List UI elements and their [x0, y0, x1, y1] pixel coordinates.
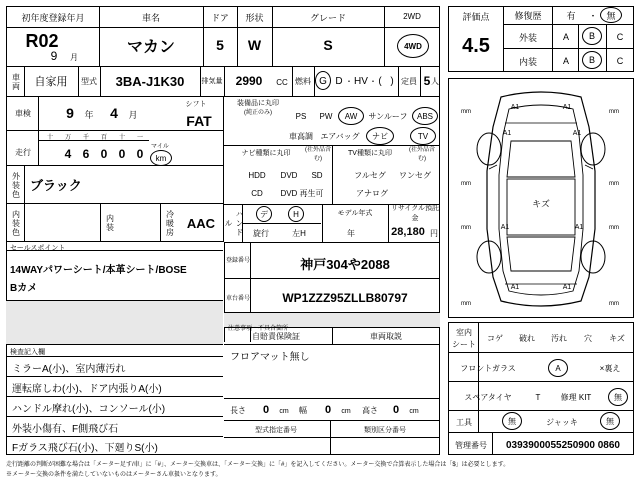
name-value: マカン	[126, 38, 175, 56]
col-grade-label: グレード	[309, 12, 346, 23]
tv-analog: アナログ	[356, 188, 388, 198]
spare-tire-label: スペアタイヤ	[464, 392, 512, 402]
fuel-option-hv: HV	[354, 75, 368, 87]
repair-dot: ・	[588, 10, 598, 21]
displacement-unit: CC	[276, 77, 288, 87]
class-category-label: 類別区分番号	[364, 427, 406, 434]
inspect-month-unit: 月	[128, 109, 138, 120]
drive-4wd-badge: 4WD	[397, 34, 429, 58]
length-label: 長さ	[230, 405, 246, 415]
selling-title: セールスポイント	[10, 245, 66, 252]
checklist-item-1: 運転席しわ(小)、ドア内張りA(小)	[12, 383, 162, 395]
capacity-unit: 人	[431, 76, 439, 86]
repair-no: 無	[600, 7, 622, 23]
checklist-item-0: ミラーA(小)、室内薄汚れ	[12, 363, 126, 375]
recycle-value: 28,180	[391, 226, 425, 238]
col-koge: コゲ	[487, 333, 503, 343]
checklist-item-2: ハンドル摩れ(小)、コンソール(小)	[12, 403, 166, 415]
svg-text:mm: mm	[609, 181, 619, 187]
svg-text:mm: mm	[609, 225, 619, 231]
insurance-label: 自賠責保険証	[252, 331, 300, 341]
front-glass-label: フロントガラス	[460, 363, 516, 373]
svg-text:A1: A1	[562, 284, 572, 291]
exterior-label: 外装	[518, 32, 537, 43]
fuel-label: 燃料	[295, 76, 311, 86]
color-value: ブラック	[30, 177, 82, 193]
displacement-value: 2990	[235, 74, 263, 88]
width-label: 幅	[299, 405, 307, 415]
model-label: 型式	[81, 76, 97, 86]
inspect-label: 車検	[15, 108, 31, 118]
equip-shaken: 車高調	[289, 131, 313, 141]
fuel-option-open: (	[378, 75, 382, 87]
svg-text:A1: A1	[500, 224, 510, 231]
reg-label: 登録番号	[226, 258, 251, 264]
length-value: 0	[262, 404, 270, 416]
car-label: 車両	[11, 72, 21, 91]
handle-marker-2: H	[288, 206, 304, 222]
interior-label: 内装	[518, 56, 537, 67]
tv-fullseg: フルセグ	[354, 170, 386, 180]
equip-aw: AW	[338, 107, 364, 125]
capacity-label: 定員	[401, 76, 417, 86]
col-yabure: 破れ	[519, 333, 535, 343]
recycle-unit: 円	[430, 228, 438, 238]
recycle-label: リサイクル預託金	[390, 205, 440, 222]
vehicle-doc-label: 車両取説	[370, 331, 402, 341]
col-door-label: ドア	[211, 12, 229, 23]
repair-yes: 有	[566, 10, 576, 21]
mileage-note: マイル	[151, 143, 169, 150]
col-year-label: 初年度登録年月	[21, 12, 85, 23]
mileage-label: 走行	[15, 147, 31, 157]
svg-text:mm: mm	[461, 301, 471, 307]
width-unit: cm	[341, 407, 351, 415]
handle-marker-1: デ	[256, 206, 272, 222]
owner-label: 自家用	[34, 76, 68, 88]
year-month-unit: 月	[70, 52, 78, 62]
shape-value: W	[247, 37, 262, 53]
spare-t: T	[535, 392, 541, 402]
selling-line2: Bカメ	[10, 282, 38, 294]
equip-pw: PW	[319, 111, 333, 121]
mileage-digit-0: 4	[64, 147, 72, 161]
jack-label: ジャッキ	[546, 417, 578, 427]
nav-dvd-play: DVD 再生可	[280, 188, 324, 198]
shift-label: シフト	[185, 101, 207, 108]
checklist-item-3: 外装小傷有、F側飛び石	[12, 423, 119, 435]
svg-text:mm: mm	[461, 181, 471, 187]
mileage-unit-3: 百	[100, 134, 107, 141]
type-designation-label: 型式指定番号	[255, 427, 297, 434]
fuel-option-g: G	[319, 75, 327, 87]
checklist-item-4: Fガラス飛び石(小)、下廻りS(小)	[12, 442, 158, 454]
equip-ps: PS	[295, 111, 307, 121]
damage-diagram-panel	[448, 78, 634, 318]
mileage-km-badge: km	[150, 150, 172, 166]
svg-text:キズ: キズ	[532, 199, 550, 209]
spare-none: 無	[608, 388, 628, 406]
door-value: 5	[216, 37, 224, 53]
note-title: 注意事項・不具合箇所	[228, 325, 289, 332]
interior-grade-c: C	[616, 56, 624, 66]
year-month: 9	[50, 49, 58, 63]
exterior-grade-a: A	[562, 32, 569, 42]
interior-seat-label: シート	[452, 339, 476, 349]
score-value: 4.5	[462, 34, 490, 57]
nav-type-note: (社外品含む)	[305, 147, 331, 162]
mileage-digit-1: 6	[82, 147, 90, 161]
col-name-label: 車名	[141, 12, 160, 23]
selling-line1: 14WAYパワーシート/本革シート/BOSE	[10, 264, 187, 276]
nav-type-title: ナビ種類に丸印	[241, 150, 291, 157]
inspect-year-unit: 年	[84, 109, 94, 120]
spare-kit: 修理 KIT	[560, 392, 592, 402]
equip-abs: ABS	[412, 107, 438, 125]
front-glass-b: ×裏え	[599, 363, 621, 373]
svg-text:A1: A1	[562, 104, 572, 111]
score-label: 評価点	[462, 11, 490, 22]
footer-line-1: 走行距離の判断が困難な場合は「メーター足す/車」に「#」、メーター交換車は、「メーター交換」に「#」を記入してください。メーター交換で合算表示した場合は「$」は必要とします。	[6, 461, 510, 468]
inspect-year: 9	[66, 105, 74, 121]
col-shape-label: 形状	[245, 12, 264, 23]
svg-text:mm: mm	[609, 301, 619, 307]
svg-text:A1: A1	[574, 224, 584, 231]
nav-cd: CD	[251, 188, 263, 198]
svg-text:A1: A1	[572, 130, 582, 137]
handle-left: 左H	[292, 228, 306, 238]
interior-grade-a: A	[562, 56, 569, 66]
length-unit: cm	[279, 407, 289, 415]
manage-value: 0393900055250900 0860	[505, 439, 620, 451]
interior-grade-b: B	[582, 51, 602, 69]
fuel-sep1: ・	[345, 76, 353, 86]
interior-room-label: 室内	[456, 327, 472, 337]
note-value: フロアマット無し	[230, 351, 310, 363]
svg-text:mm: mm	[461, 109, 471, 115]
year-value: R02	[25, 30, 59, 51]
equip-navi: ナビ	[366, 127, 394, 145]
svg-text:A1: A1	[510, 104, 520, 111]
tv-type-title: TV種類に丸印	[348, 150, 392, 157]
fuel-option-close: )	[390, 75, 394, 87]
equip-sunroof: サンルーフ	[368, 111, 408, 121]
capacity-value: 5	[423, 74, 431, 88]
equip-tv: TV	[410, 127, 436, 145]
jack-none: 無	[600, 412, 620, 430]
equipment-subtitle: (純正のみ)	[244, 110, 272, 116]
handle-label: ハンドル	[224, 209, 244, 237]
mileage-digit-2: 0	[100, 147, 108, 161]
shift-value: FAT	[186, 113, 212, 129]
tools-none: 無	[502, 412, 522, 430]
interior-mark-label: 内装	[105, 214, 115, 232]
front-glass-a: A	[548, 359, 568, 377]
tv-oneseg: ワンセグ	[399, 170, 431, 180]
col-yogore: 汚れ	[551, 333, 567, 343]
exterior-grade-b: B	[582, 27, 602, 45]
grey-block	[6, 301, 223, 345]
mileage-unit-1: 万	[64, 134, 71, 141]
height-unit: cm	[409, 407, 419, 415]
interior-color-label: 内装色	[11, 209, 21, 237]
footer-line-2: ※メーター交換の条件を満たしていないものはメーターさん車扱いとなります。	[6, 471, 222, 478]
equipment-title: 装備品に丸印	[237, 100, 279, 107]
width-value: 0	[324, 404, 332, 416]
mileage-unit-4: 十	[118, 134, 125, 141]
checklist-title: 検査記入欄	[10, 349, 45, 356]
model-year-unit: 年	[347, 228, 355, 238]
col-kizu: キズ	[609, 333, 625, 343]
color-label: 外装色	[11, 171, 21, 199]
nav-hdd: HDD	[248, 170, 266, 180]
fuel-sep2: ・	[369, 76, 377, 86]
grade-value: S	[323, 37, 333, 53]
model-value: 3BA-J1K30	[115, 73, 185, 89]
drive-label: 旋行	[253, 228, 269, 238]
mileage-unit-2: 千	[82, 134, 89, 141]
height-label: 高さ	[362, 405, 378, 415]
chassis-label: 車台番号	[226, 296, 251, 302]
model-year-label: モデル年式	[337, 210, 373, 217]
fuel-option-d: D	[335, 75, 343, 87]
nav-sd: SD	[311, 170, 323, 180]
tv-type-note: (社外品含む)	[409, 147, 435, 162]
tools-label: 工具	[456, 417, 472, 427]
mileage-unit-0: 十	[46, 134, 53, 141]
chassis-value: WP1ZZZ95ZLLB80797	[282, 291, 408, 305]
drive-2wd-label: 2WD	[403, 11, 421, 21]
manage-label: 管理番号	[455, 440, 487, 450]
interior-code: AAC	[186, 215, 216, 231]
exterior-grade-c: C	[616, 32, 624, 42]
equip-airbag: エアバッグ	[320, 131, 360, 141]
svg-text:A1: A1	[510, 284, 520, 291]
nav-dvd: DVD	[280, 170, 298, 180]
mileage-digit-4: 0	[136, 147, 144, 161]
car-damage-diagram	[449, 79, 633, 317]
repair-label: 修復歴	[514, 10, 542, 21]
displacement-label: 排気量	[201, 78, 223, 85]
svg-text:mm: mm	[609, 109, 619, 115]
mileage-unit-5: 一	[136, 134, 143, 141]
inspect-month: 4	[110, 105, 118, 121]
mileage-digit-3: 0	[118, 147, 126, 161]
svg-text:mm: mm	[461, 225, 471, 231]
aircon-label: 冷暖房	[165, 209, 175, 237]
col-ana: 穴	[584, 333, 592, 343]
reg-value: 神戸304や2088	[300, 256, 390, 272]
height-value: 0	[392, 404, 400, 416]
svg-text:A1: A1	[502, 130, 512, 137]
